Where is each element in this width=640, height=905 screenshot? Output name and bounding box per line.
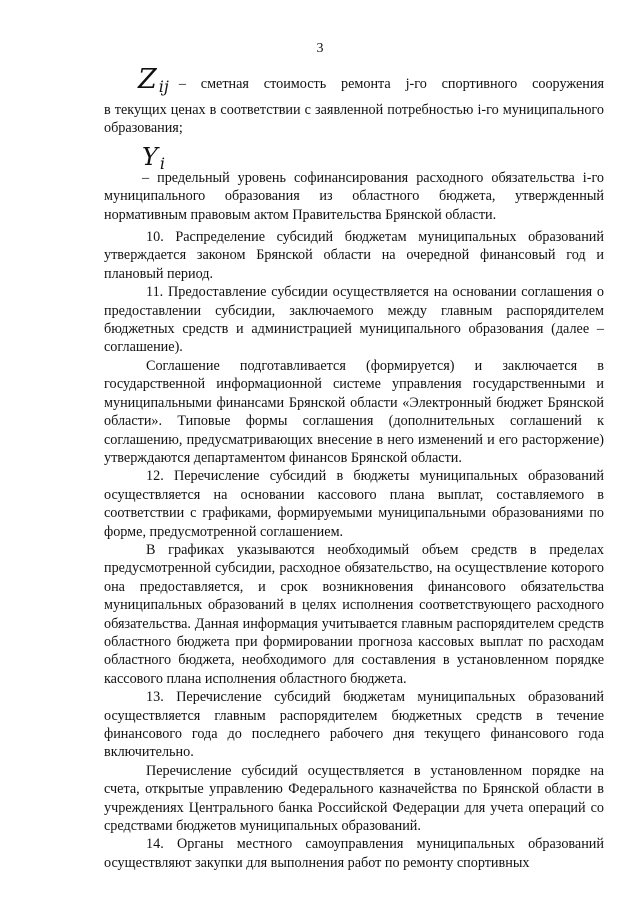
z-definition-continuation: в текущих ценах в соответствии с заявленной потребностью i-го муниципального образования; xyxy=(104,102,604,137)
page-number: 3 xyxy=(316,41,324,56)
z-definition-first-line xyxy=(104,66,604,101)
z-symbol: Z xyxy=(138,64,157,95)
y-definition xyxy=(104,144,604,224)
paragraph-agreement: Соглашение подготавливается (формируется) и заключается в государственной информационной системе управления государственными и муниципальными финансами Брянской области «Электронный бюджет Брянской области». Типовые формы соглашения (дополнительных соглашений к соглашению, предусматривающих внесение в него изменений и его расторжение) утверждаются департаментом финансов Брянской области. xyxy=(104,357,604,466)
z-subscript: ij xyxy=(158,77,169,96)
z-definition-text: – сметная стоимость ремонта j-го спортивного сооружения xyxy=(178,76,604,92)
paragraph-schedules: В графиках указываются необходимый объем средств в пределах предусмотренной субсидии, расходное обязательство, на осуществление которого она предоставляется, и срок возникновения финансового обязательства муниципальных образований в целях исполнения соответствующего расходного обязательства. Данная информация учитывается главным распорядителем средств областного бюджета при формировании прогноза кассовых выплат по расходам областного бюджета, необходимого для составления в установленном порядке кассового плана исполнения областного бюджета. xyxy=(104,541,604,687)
paragraph-12: 12. Перечисление субсидий в бюджеты муниципальных образований осуществляется на основании кассового плана выплат, составляемого в соответствии с графиками, формируемыми муниципальными образованиями по форме, предусмотренной соглашением. xyxy=(104,468,604,540)
y-subscript: i xyxy=(159,153,165,173)
z-ij-symbol xyxy=(138,66,169,101)
document-body xyxy=(104,66,604,872)
paragraph-11: 11. Предоставление субсидии осуществляется на основании соглашения о предоставлении субсидии, заключаемого между главным распорядителем бюджетных средств и администрацией муниципального образования (далее – соглашение). xyxy=(104,284,604,356)
y-definition-text: – предельный уровень софинансирования расходного обязательства i-го муниципального образования из областного бюджета, утвержденный нормативным правовым актом Правительства Брянской области. xyxy=(104,169,604,223)
paragraph-transfer: Перечисление субсидий осуществляется в установленном порядке на счета, открытые управлению Федерального казначейства по Брянской области в учреждениях Центрального банка Российской Федерации для учета операций со средствами бюджетов муниципальных образований. xyxy=(104,762,604,835)
paragraph-10: 10. Распределение субсидий бюджетам муниципальных образований утверждается законом Брянской области на очередной финансовый год и плановый период. xyxy=(104,229,604,282)
paragraph-13: 13. Перечисление субсидий бюджетам муниципальных образований осуществляется главным распорядителем бюджетных средств в течение финансового года до последнего рабочего дня текущего финансового года включительно. xyxy=(104,689,604,761)
y-symbol: Y xyxy=(142,142,158,171)
paragraph-14: 14. Органы местного самоуправления муниципальных образований осуществляют закупки для выполнения работ по ремонту спортивных xyxy=(104,836,604,871)
